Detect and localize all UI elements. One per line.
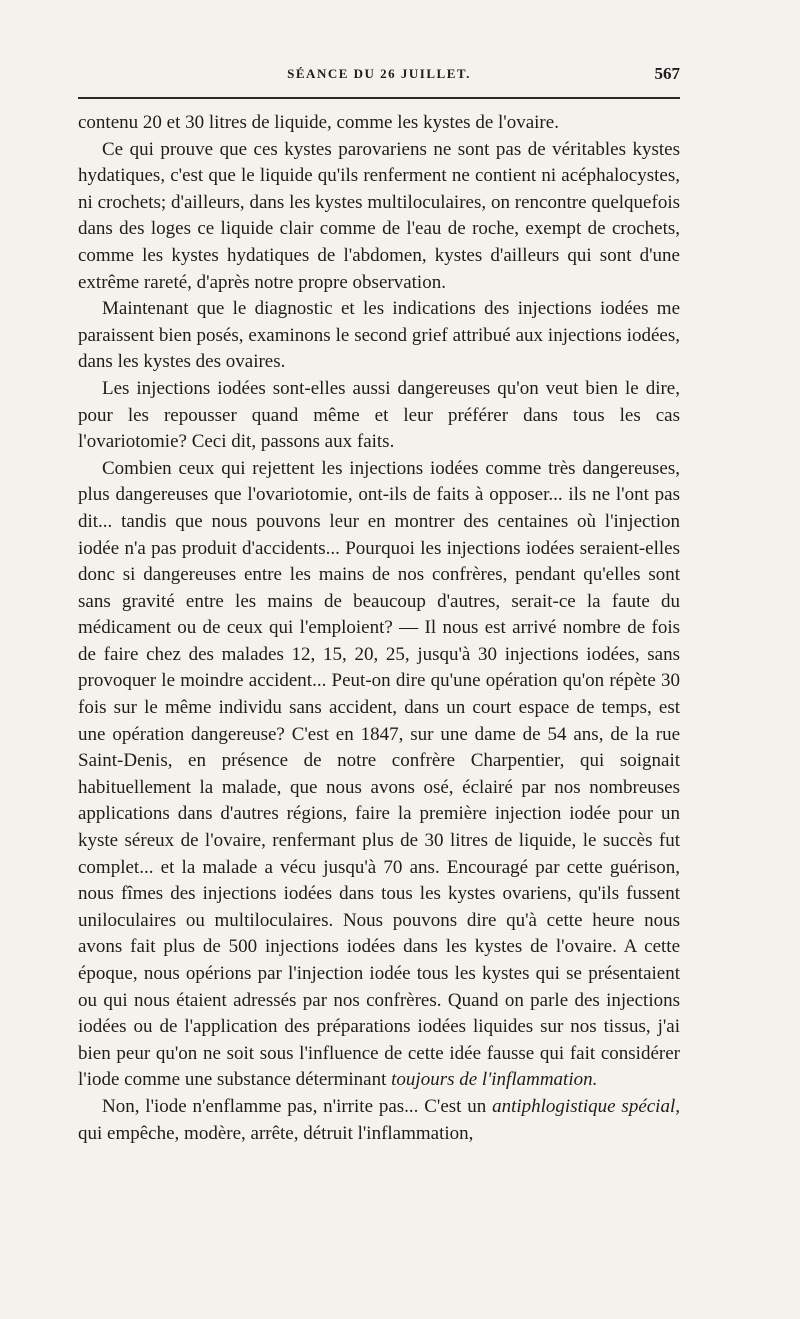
body-text [78,110,680,1147]
paragraph-6 [78,1094,680,1147]
paragraph-5 [78,456,680,1094]
paragraph-3 [78,296,680,376]
paragraph-text: Les injections iodées sont-elles aussi dangereuses qu'on veut bien le dire, pour les repousser quand même et leur préférer dans tous les cas l'ovariotomie? Ceci dit, passons aux faits. [78,377,680,453]
header-title: SÉANCE DU 26 JUILLET. [287,66,471,81]
header-rule [78,97,680,99]
italic-phrase: toujours de l'inflammation. [391,1069,598,1091]
page-number: 567 [654,64,680,83]
paragraph-tail: qui empêche, modère, arrête, détruit l'inflammation, [78,1122,474,1144]
running-head [78,66,680,90]
paragraph-text: Ce qui prouve que ces kystes parovariens ne sont pas de véritables kystes hydatiques, c'est que le liquide qu'ils renferment ne contient ni acéphalocystes, ni crochets; d'ailleurs, dans les kystes multiloculaires, on rencontre quelquefois dans des loges ce liquide clair comme de l'eau de roche, exempt de crochets, comme les kystes hydatiques de l'abdomen, kystes d'ailleurs qui sont d'une extrême rareté, d'après notre propre observation. [78,138,680,293]
paragraph-2 [78,137,680,297]
paragraph-text: contenu 20 et 30 litres de liquide, comme les kystes de l'ovaire. [78,112,559,133]
paragraph-text: Maintenant que le diagnostic et les indications des injections iodées me paraissent bien posés, examinons le second grief attribué aux injections iodées, dans les kystes des ovaires. [78,298,680,373]
italic-phrase: antiphlogistique spécial, [492,1095,680,1117]
paragraph-1 [78,110,680,137]
paragraph-text: Non, l'iode n'enflamme pas, n'irrite pas... C'est un [102,1095,487,1117]
paragraph-4 [78,376,680,456]
paragraph-text: Combien ceux qui rejettent les injections iodées comme très dangereuses, plus dangereuses que l'ovariotomie, ont-ils de faits à opposer... ils ne l'ont pas dit... tandis que nous pouvons leur en montrer des centaines où l'injection iodée n'a pas produit d'accidents... Pourquoi les injections iodées seraient-elles donc si dangereuses entre les mains de nos confrères, pendant qu'elles sont sans gravité entre les mains de beaucoup d'autres, serait-ce la faute du médicament ou de ceux qui l'emploient? — Il nous est arrivé nombre de fois de faire chez des malades 12, 15, 20, 25, jusqu'à 30 injections iodées, sans provoquer le moindre accident... Peut-on dire qu'une opération qu'on répète 30 fois sur le même individu sans accident, dans un court espace de temps, est une opération dangereuse? C'est en 1847, sur une dame de 54 ans, de la rue Saint-Denis, en présence de notre confrère Charpentier, qui soignait habituellement la malade, que nous avons osé, éclairé par nos nombreuses applications dans d'autres régions, faire la première injection iodée pour un kyste séreux de l'ovaire, renfermant plus de 30 litres de liquide, le succès fut complet... et la malade a vécu jusqu'à 70 ans. Encouragé par cette guérison, nous fîmes des injections iodées dans tous les kystes ovariens, qu'ils fussent uniloculaires ou multiloculaires. Nous pouvons dire qu'à cette heure nous avons fait plus de 500 injections iodées dans les kystes de l'ovaire. A cette époque, nous opérions par l'injection iodée tous les kystes qui se présentaient ou qui nous étaient adressés par nos confrères. Quand on parle des injections iodées ou de l'application des préparations iodées liquides sur nos tissus, j'ai bien peur qu'on ne soit sous l'influence de cette idée fausse qui fait considérer l'iode comme une substance déterminant [78,457,680,1091]
